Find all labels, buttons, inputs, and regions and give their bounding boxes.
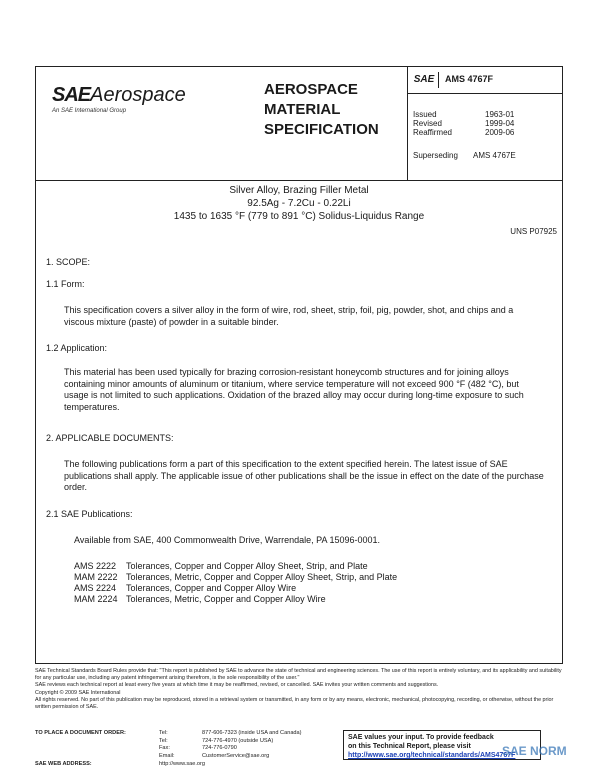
document-row xyxy=(74,583,296,595)
document-id: MAM 2222 xyxy=(74,572,118,582)
section-heading: 2.1 SAE Publications: xyxy=(46,509,133,519)
spec-title: Silver Alloy, Brazing Filler Metal xyxy=(229,185,369,196)
paragraph: This specification covers a silver alloy in the form of wire, rod, sheet, strip, foil, pig, powder, shot, and chips and a viscous mixture (paste) of powder in a suitable binder. xyxy=(64,305,514,327)
order-label: TO PLACE A DOCUMENT ORDER: xyxy=(35,730,126,736)
web-address[interactable]: http://www.sae.org xyxy=(159,761,206,767)
document-type-title xyxy=(264,80,379,140)
feedback-link[interactable]: http://www.sae.org/technical/standards/AMS4767F xyxy=(348,752,516,759)
legal-footer xyxy=(35,668,563,711)
tel-value: 877-606-7323 (inside USA and Canada) xyxy=(202,730,302,736)
logo-aerospace: Aerospace xyxy=(90,84,186,106)
feedback-line: SAE values your input. To provide feedback xyxy=(348,734,494,741)
spec-range: 1435 to 1635 °F (779 to 891 °C) Solidus-Liquidus Range xyxy=(173,211,425,222)
meta-value: AMS 4767E xyxy=(473,151,516,160)
email-label: Email: xyxy=(159,752,175,759)
footer-text: Copyright © 2009 SAE International xyxy=(35,689,121,696)
document-title: Tolerances, Metric, Copper and Copper Alloy Sheet, Strip, and Plate xyxy=(126,572,398,582)
document-row xyxy=(74,594,326,606)
section-heading: 1.1 Form: xyxy=(46,279,85,289)
footer-text: SAE reviews each technical report at least every five years at which time it may be reaffirmed, revised, or cancelled. SAE invites your written comments and suggestions. xyxy=(35,682,439,689)
ams-number: AMS 4767F xyxy=(445,74,494,84)
meta-value: 1963-01 xyxy=(485,110,515,119)
meta-label: Superseding xyxy=(413,151,458,160)
meta-label: Reaffirmed xyxy=(413,128,452,137)
feedback-line: on this Technical Report, please visit xyxy=(348,743,471,750)
document-title: Tolerances, Metric, Copper and Copper Alloy Wire xyxy=(126,594,326,604)
uns-number: UNS P07925 xyxy=(510,227,557,236)
tel-label: Tel: xyxy=(159,730,168,736)
fax-label: Fax: xyxy=(159,745,170,751)
paragraph: This material has been used typically for brazing corrosion-resistant honeycomb structures and for joining alloys containing minor amounts of aluminum or titanium, where service temperature will not exceed 900 °F (482 °C), but usage is not limited to such applications. Oxidation of the brazed alloy may occur during long-time exposure to such temperatures. xyxy=(64,367,524,412)
section-heading: 2. APPLICABLE DOCUMENTS: xyxy=(46,433,174,443)
document-title: Tolerances, Copper and Copper Alloy Sheet, Strip, and Plate xyxy=(126,561,368,571)
title-line: SPECIFICATION xyxy=(264,121,379,138)
document-title: Tolerances, Copper and Copper Alloy Wire xyxy=(126,583,297,593)
web-label: SAE WEB ADDRESS: xyxy=(35,761,92,767)
document-header xyxy=(36,67,562,181)
footer-text: SAE Technical Standards Board Rules provide that: "This report is published by SAE to advance the state of technical and engineering sciences. The use of this report is entirely voluntary, and its applicability and suitability for any particular use, including any patent infringement arising therefrom, is the sole responsibility of the user." xyxy=(35,668,562,682)
meta-label: Issued xyxy=(413,110,437,119)
section-heading: 1.2 Application: xyxy=(46,343,108,353)
document-id: AMS 2224 xyxy=(74,583,117,593)
document-row xyxy=(74,561,368,573)
footer-text: All rights reserved. No part of this publication may be reproduced, stored in a retrieval system or transmitted, in any form or by any means, electronic, mechanical, photocopying, recording, or otherwise, without the prior written permission of SAE. xyxy=(35,696,554,711)
fax-value: 724-776-0790 xyxy=(202,745,237,751)
document-page xyxy=(35,66,563,664)
sae-norm-watermark: SAE NORM xyxy=(502,744,567,758)
document-id: MAM 2224 xyxy=(74,594,118,604)
paragraph: The following publications form a part of this specification to the extent specified herein. The latest issue of SAE publications shall apply. The applicable issue of other publications shall be the issue in effect on the date of the purchase order. xyxy=(64,459,544,492)
document-id: AMS 2222 xyxy=(74,561,117,571)
meta-value: 2009-06 xyxy=(485,128,515,137)
logo-sae: SAE xyxy=(52,84,91,106)
logo-subtitle: An SAE International Group xyxy=(52,108,127,114)
ams-number-box xyxy=(407,67,562,94)
meta-value: 1999-04 xyxy=(485,119,515,128)
paragraph: Available from SAE, 400 Commonwealth Drive, Warrendale, PA 15096-0001. xyxy=(74,535,380,545)
tel-value: 724-776-4970 (outside USA) xyxy=(202,737,274,744)
email-value[interactable]: CustomerService@sae.org xyxy=(202,752,270,759)
meta-label: Revised xyxy=(413,119,442,128)
section-heading: 1. SCOPE: xyxy=(46,257,91,267)
tel-label: Tel: xyxy=(159,737,168,744)
sae-aerospace-logo xyxy=(52,84,186,114)
document-row xyxy=(74,572,397,584)
sae-icon: SAE xyxy=(410,72,439,88)
title-line: MATERIAL xyxy=(264,101,341,118)
spec-composition: 92.5Ag - 7.2Cu - 0.22Li xyxy=(247,198,351,209)
title-line: AEROSPACE xyxy=(264,81,358,98)
